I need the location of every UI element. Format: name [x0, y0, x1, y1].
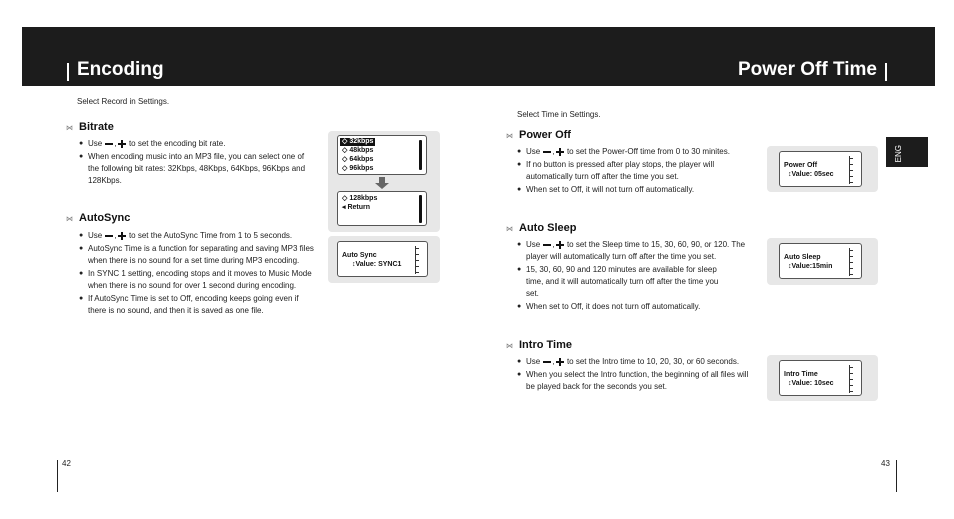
intro-prefix: Select: [77, 97, 100, 106]
left-intro: [77, 97, 169, 106]
menu-item-label: 48kbps: [349, 147, 374, 154]
screen-value: ↕Value: 10sec: [788, 380, 834, 387]
bitrate-heading: [66, 121, 114, 133]
section-marker-icon: ⋈: [66, 125, 73, 132]
use-text: Use: [526, 240, 541, 249]
level-bar-icon: [849, 248, 855, 276]
power-off-screen-panel: [767, 146, 878, 192]
bitrate-heading-text: Bitrate: [79, 121, 114, 133]
screen-title: Auto Sleep: [784, 254, 821, 261]
autosync-screen: [337, 241, 428, 277]
list-item: ● When set to Off, it does not turn off automatically.: [517, 301, 757, 313]
auto-sleep-heading-text: Auto Sleep: [519, 222, 577, 234]
list-item: ● Use , to set the Sleep time to 15, 30, 60, 90, or 120. The player will automatically turn off after the time you set.: [517, 239, 757, 263]
right-intro: Select Time in Settings.: [517, 110, 601, 119]
bitrate-screen-panel: [328, 131, 440, 232]
auto-sleep-screen: [779, 243, 862, 279]
menu-item-label: 64kbps: [349, 156, 374, 163]
use-text: Use: [526, 357, 541, 366]
menu-item-selected: ◇ 32kbps: [342, 138, 374, 145]
use-text: Use: [88, 139, 103, 148]
section-marker-icon: ⋈: [66, 216, 73, 223]
page-number-rule-left: [57, 460, 58, 492]
bullet-text: to set the encoding bit rate.: [128, 139, 226, 148]
power-off-list: [517, 146, 757, 197]
power-off-screen: [779, 151, 862, 187]
bitrate-list: [79, 138, 314, 188]
menu-item: ◇ 96kbps: [342, 165, 374, 172]
page-title-power-off-time: Power Off Time: [737, 59, 877, 80]
screen-value: ↕Value:15min: [788, 263, 833, 270]
menu-item-label: Return: [347, 204, 371, 211]
list-item: ● 15, 30, 60, 90 and 120 minutes are available for sleep time, and it will automatically turn off after the time you set.: [517, 264, 732, 300]
level-bar-icon: [415, 246, 421, 274]
screen-value: ↕Value: 05sec: [788, 171, 834, 178]
list-item: ● When you select the Intro function, the beginning of all files will be played back for the seconds you set.: [517, 369, 752, 393]
menu-item: ◇ 48kbps: [342, 147, 374, 154]
bullet-text: to set the AutoSync Time from 1 to 5 seconds.: [128, 231, 293, 240]
page-number-rule-right: [896, 460, 897, 492]
list-item: ● If AutoSync Time is set to Off, encoding keeps going even if there is no sound, and then it is saved as one file.: [79, 293, 314, 317]
autosync-list: [79, 230, 314, 318]
auto-sleep-list: [517, 239, 757, 314]
plus-icon: [556, 358, 564, 366]
list-item: ● When set to Off, it will not turn off automatically.: [517, 184, 757, 196]
screen-value: ↕Value: SYNC1: [352, 261, 402, 268]
section-marker-icon: ⋈: [506, 226, 513, 233]
plus-icon: [556, 241, 564, 249]
auto-sleep-heading: [506, 222, 576, 234]
minus-icon: [543, 244, 551, 246]
use-text: Use: [88, 231, 103, 240]
menu-item-label: 128kbps: [349, 195, 378, 202]
minus-icon: [105, 235, 113, 237]
screen-title: Power Off: [784, 162, 818, 169]
minus-icon: [543, 361, 551, 363]
list-item: ● Use , to set the Power-Off time from 0 to 30 minites.: [517, 146, 757, 158]
list-item: ● Use , to set the encoding bit rate.: [79, 138, 314, 150]
menu-item-label: 96kbps: [349, 165, 374, 172]
bullet-text: to set the Power-Off time from 0 to 30 minites.: [566, 147, 730, 156]
page-title-encoding: Encoding: [77, 59, 164, 80]
menu-item: ◇ 128kbps: [342, 195, 378, 202]
minus-icon: [105, 143, 113, 145]
list-item: ● AutoSync Time is a function for separating and saving MP3 files when there is no sound for a set time during MP3 encoding.: [79, 243, 314, 267]
autosync-heading: [66, 212, 130, 224]
page-number-left: 42: [62, 459, 71, 468]
screen-title: Auto Sync: [342, 252, 377, 259]
plus-icon: [118, 232, 126, 240]
scrollbar-icon: [419, 195, 422, 223]
list-item: ● Use , to set the AutoSync Time from 1 to 5 seconds.: [79, 230, 314, 242]
intro-time-screen-panel: [767, 355, 878, 401]
menu-item: ◂ Return: [342, 204, 371, 211]
list-item: ● If no button is pressed after play stops, the player will automatically turn off after the time you set.: [517, 159, 757, 183]
power-off-heading-text: Power Off: [519, 129, 571, 141]
arrow-down-icon: [375, 177, 389, 189]
use-text: Use: [526, 147, 541, 156]
menu-item: ◇ 64kbps: [342, 156, 374, 163]
autosync-screen-panel: [328, 236, 440, 283]
intro-time-heading-text: Intro Time: [519, 339, 572, 351]
screen-title: Intro Time: [784, 371, 818, 378]
intro-time-screen: [779, 360, 862, 396]
list-item: ● When encoding music into an MP3 file, you can select one of the following bit rates: 32Kbps, 48Kbps, 64Kbps, 96Kbps and 128Kbps.: [79, 151, 314, 187]
title-bar-right: [885, 63, 887, 81]
section-marker-icon: ⋈: [506, 343, 513, 350]
auto-sleep-screen-panel: [767, 238, 878, 285]
language-tab: [886, 137, 928, 167]
bullet-text: to set the Intro time to 10, 20, 30, or 60 seconds.: [566, 357, 740, 366]
section-marker-icon: ⋈: [506, 133, 513, 140]
menu-item-label: 32kbps: [349, 138, 374, 145]
scrollbar-icon: [419, 140, 422, 170]
plus-icon: [118, 140, 126, 148]
bitrate-result-screen: [337, 191, 427, 226]
intro-bold: Record: [101, 97, 128, 106]
level-bar-icon: [849, 156, 855, 184]
minus-icon: [543, 151, 551, 153]
page-number-right: 43: [881, 459, 890, 468]
level-bar-icon: [849, 365, 855, 393]
language-tab-label: ENG: [894, 145, 903, 163]
intro-suffix: in Settings.: [129, 97, 170, 106]
list-item: ● Use , to set the Intro time to 10, 20, 30, or 60 seconds.: [517, 356, 762, 368]
intro-time-heading: [506, 339, 572, 351]
power-off-heading: [506, 129, 571, 141]
intro-time-list: [517, 356, 762, 394]
bullet-text: to set the Sleep time to 15, 30, 60, 90, or 120. The player will automatically turn off after the time you set.: [526, 240, 746, 261]
bitrate-menu-screen: [337, 135, 427, 175]
autosync-heading-text: AutoSync: [79, 212, 131, 224]
list-item: ● In SYNC 1 setting, encoding stops and it moves to Music Mode when there is no sound for over 1 second during encoding.: [79, 268, 314, 292]
plus-icon: [556, 148, 564, 156]
